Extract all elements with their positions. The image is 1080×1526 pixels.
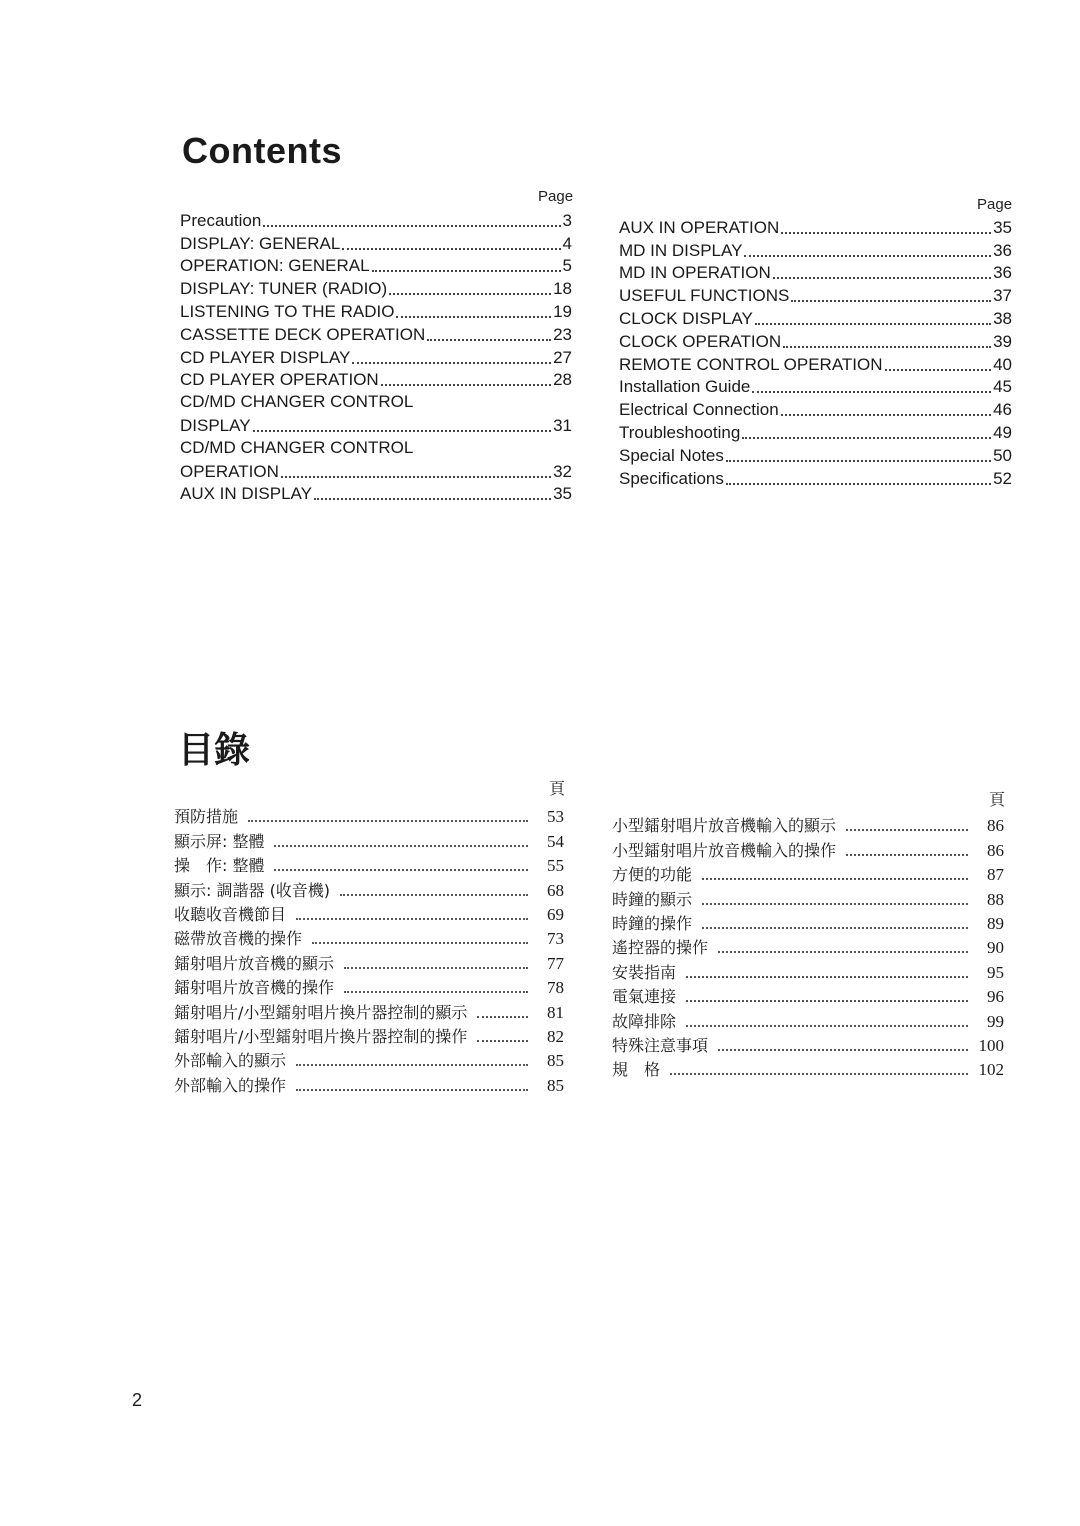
toc-entry — [180, 277, 572, 300]
dot-leader — [372, 270, 561, 272]
toc-entry-page: 27 — [553, 347, 572, 367]
dot-leader — [783, 346, 991, 348]
toc-entry-page: 18 — [553, 279, 572, 299]
toc-entry — [174, 876, 564, 900]
toc-entry-page: 82 — [547, 1026, 564, 1046]
toc-entry — [619, 398, 1012, 421]
toc-entry-label: 時鐘的顯示 — [612, 889, 693, 909]
toc-entry-page: 55 — [547, 856, 564, 876]
dot-leader — [702, 878, 968, 880]
toc-entry — [612, 983, 1004, 1007]
toc-entry-page: 81 — [547, 1002, 564, 1022]
dot-leader — [281, 476, 551, 478]
toc-entry — [180, 255, 572, 278]
dot-leader — [670, 1073, 968, 1075]
dot-leader — [781, 232, 991, 234]
toc-entry — [180, 300, 572, 323]
dot-leader — [396, 316, 551, 318]
dot-leader — [885, 369, 992, 371]
dot-leader — [742, 437, 991, 439]
toc-entry — [174, 998, 564, 1022]
dot-leader — [744, 255, 991, 257]
toc-entry-label: 電氣連接 — [612, 987, 677, 1007]
toc-entry-page: 32 — [553, 461, 572, 481]
toc-entry — [619, 284, 1012, 307]
dot-leader — [726, 460, 991, 462]
dot-leader — [248, 820, 528, 822]
toc-entry-label: CD PLAYER DISPLAY — [180, 347, 351, 367]
toc-entry — [174, 1071, 564, 1095]
toc-entry — [174, 1047, 564, 1071]
toc-entry-label: 小型鐳射唱片放音機輸入的顯示 — [612, 816, 837, 836]
toc-entry-page: 77 — [547, 953, 564, 973]
toc-entry — [612, 934, 1004, 958]
toc-entry-page: 96 — [987, 987, 1004, 1007]
dot-leader — [702, 927, 968, 929]
toc-entry-label: 時鐘的操作 — [612, 913, 693, 933]
toc-entry-page: 28 — [553, 370, 572, 390]
toc-entry — [612, 1056, 1004, 1080]
toc-entry — [619, 239, 1012, 262]
dot-leader — [846, 829, 968, 831]
toc-entry — [612, 1007, 1004, 1031]
toc-entry-label: AUX IN OPERATION — [619, 217, 780, 237]
dot-leader — [477, 1016, 528, 1018]
toc-entry-page: 35 — [993, 217, 1012, 237]
dot-leader — [686, 1025, 968, 1027]
toc-entry-label: 顯示屏: 整體 — [174, 831, 265, 851]
toc-entry-label: 鐳射唱片放音機的操作 — [174, 978, 335, 998]
toc-entry-label: 顯示: 調諧器 (收音機) — [174, 880, 331, 900]
toc-entry-label: DISPLAY: GENERAL — [180, 233, 341, 253]
dot-leader — [755, 323, 991, 325]
toc-entry-page: 46 — [993, 400, 1012, 420]
toc-entry-label: 收聽收音機節目 — [174, 904, 287, 924]
toc-entry-label-line1: CD/MD CHANGER CONTROL — [180, 392, 414, 412]
toc-entry-page: 36 — [993, 240, 1012, 260]
toc-entry — [174, 925, 564, 949]
toc-entry-label: 鐳射唱片放音機的顯示 — [174, 953, 335, 973]
dot-leader — [773, 277, 991, 279]
toc-entry-label: REMOTE CONTROL OPERATION — [619, 354, 883, 374]
dot-leader — [686, 1000, 968, 1002]
dot-leader — [702, 903, 968, 905]
toc-entry-label: Electrical Connection — [619, 400, 779, 420]
toc-entry — [174, 901, 564, 925]
dot-leader — [381, 384, 551, 386]
toc-entry-label: OPERATION — [180, 461, 279, 481]
toc-entry — [612, 885, 1004, 909]
toc-entry — [619, 330, 1012, 353]
toc-entry-label: 預防措施 — [174, 807, 239, 827]
toc-entry-page: 50 — [993, 445, 1012, 465]
toc-entry-label: 安裝指南 — [612, 962, 677, 982]
toc-entry-page: 87 — [987, 865, 1004, 885]
toc-entry-label: 故障排除 — [612, 1011, 677, 1031]
dot-leader — [477, 1040, 528, 1042]
toc-entry-page: 102 — [978, 1060, 1004, 1080]
toc-entry-label: AUX IN DISPLAY — [180, 484, 312, 504]
toc-entry-page: 37 — [993, 286, 1012, 306]
toc-entry-label: 操 作: 整體 — [174, 856, 265, 876]
toc-entry — [180, 232, 572, 255]
dot-leader — [781, 414, 991, 416]
dot-leader — [427, 339, 551, 341]
dot-leader — [846, 854, 968, 856]
dot-leader — [274, 845, 528, 847]
toc-entry-label: Special Notes — [619, 445, 724, 465]
toc-entry — [612, 958, 1004, 982]
toc-entry — [180, 323, 572, 346]
toc-entry — [174, 827, 564, 851]
toc-entry-page: 52 — [993, 468, 1012, 488]
toc-entry — [612, 812, 1004, 836]
toc-entry — [619, 421, 1012, 444]
toc-entry-page: 31 — [553, 415, 572, 435]
toc-entry-label: 鐳射唱片/小型鐳射唱片換片器控制的操作 — [174, 1026, 468, 1046]
toc-entry-page: 5 — [562, 256, 572, 276]
toc-entry-page: 45 — [993, 377, 1012, 397]
toc-entry-page: 78 — [547, 978, 564, 998]
dot-leader — [352, 362, 551, 364]
toc-entry-label: USEFUL FUNCTIONS — [619, 286, 790, 306]
toc-entry — [612, 1032, 1004, 1056]
toc-entry-label: CLOCK OPERATION — [619, 331, 782, 351]
page-column-header-right: Page — [977, 196, 1013, 213]
dot-leader — [263, 225, 560, 227]
toc-entry-label: 特殊注意事項 — [612, 1035, 709, 1055]
toc-entry-label: 鐳射唱片/小型鐳射唱片換片器控制的顯示 — [174, 1002, 468, 1022]
dot-leader — [253, 430, 552, 432]
toc-entry-label: Troubleshooting — [619, 422, 741, 442]
toc-entry-page: 54 — [547, 831, 564, 851]
toc-entry-page: 95 — [987, 962, 1004, 982]
toc-entry — [612, 861, 1004, 885]
toc-entry — [612, 836, 1004, 860]
toc-entry-label: LISTENING TO THE RADIO — [180, 301, 395, 321]
toc-list-english-right — [619, 216, 1012, 490]
toc-entry-page: 49 — [993, 422, 1012, 442]
dot-leader — [791, 300, 991, 302]
toc-entry-label: 外部輸入的顯示 — [174, 1051, 287, 1071]
dot-leader — [726, 483, 991, 485]
toc-entry-page: 39 — [993, 331, 1012, 351]
toc-entry — [180, 483, 572, 506]
toc-entry-label: DISPLAY — [180, 415, 251, 435]
toc-entry-page: 85 — [547, 1051, 564, 1071]
toc-entry-page: 3 — [562, 210, 572, 230]
toc-entry-page: 38 — [993, 308, 1012, 328]
dot-leader — [389, 293, 551, 295]
toc-entry-label: 磁帶放音機的操作 — [174, 929, 303, 949]
toc-entry-page: 85 — [547, 1075, 564, 1095]
toc-entry — [174, 803, 564, 827]
toc-entry-label-line1: CD/MD CHANGER CONTROL — [180, 437, 414, 457]
toc-entry-label: MD IN DISPLAY — [619, 240, 743, 260]
toc-entry-page: 86 — [987, 816, 1004, 836]
toc-entry-label: 遙控器的操作 — [612, 938, 709, 958]
toc-entry — [619, 307, 1012, 330]
toc-entry-label: CLOCK DISPLAY — [619, 308, 753, 328]
dot-leader — [314, 498, 551, 500]
toc-entry-page: 35 — [553, 484, 572, 504]
toc-entry-page: 89 — [987, 913, 1004, 933]
toc-entry-label: 規 格 — [612, 1060, 661, 1080]
dot-leader — [296, 918, 528, 920]
toc-entry — [180, 391, 572, 437]
dot-leader — [274, 869, 528, 871]
toc-entry — [619, 216, 1012, 239]
toc-entry-page: 19 — [553, 301, 572, 321]
toc-entry-page: 36 — [993, 263, 1012, 283]
toc-entry-page: 88 — [987, 889, 1004, 909]
toc-entry — [174, 852, 564, 876]
dot-leader — [718, 951, 968, 953]
toc-entry-page: 23 — [553, 324, 572, 344]
toc-entry — [180, 346, 572, 369]
toc-list-english-left — [180, 209, 572, 505]
toc-entry — [180, 209, 572, 232]
toc-entry-label: CASSETTE DECK OPERATION — [180, 324, 426, 344]
dot-leader — [340, 894, 528, 896]
dot-leader — [686, 976, 968, 978]
toc-entry — [174, 1023, 564, 1047]
dot-leader — [296, 1064, 528, 1066]
toc-entry-label: Installation Guide — [619, 377, 751, 397]
toc-entry-page: 68 — [547, 880, 564, 900]
toc-entry — [619, 376, 1012, 399]
toc-entry-label: 小型鐳射唱片放音機輸入的操作 — [612, 840, 837, 860]
toc-entry-label: Precaution — [180, 210, 262, 230]
toc-entry — [619, 444, 1012, 467]
dot-leader — [344, 991, 528, 993]
toc-entry-page: 86 — [987, 840, 1004, 860]
toc-entry — [619, 262, 1012, 285]
dot-leader — [312, 942, 528, 944]
toc-entry-label: DISPLAY: TUNER (RADIO) — [180, 279, 388, 299]
toc-entry-label: 外部輸入的操作 — [174, 1075, 287, 1095]
toc-entry-label: 方便的功能 — [612, 865, 693, 885]
toc-entry-page: 4 — [562, 233, 572, 253]
toc-entry — [174, 949, 564, 973]
toc-entry — [619, 467, 1012, 490]
page-column-header-chinese-right: 頁 — [989, 790, 1006, 809]
toc-entry — [180, 437, 572, 483]
toc-entry — [619, 353, 1012, 376]
toc-entry-page: 40 — [993, 354, 1012, 374]
dot-leader — [752, 391, 991, 393]
toc-entry-label: OPERATION: GENERAL — [180, 256, 370, 276]
toc-entry-page: 73 — [547, 929, 564, 949]
dot-leader — [342, 248, 560, 250]
toc-entry-page: 100 — [978, 1035, 1004, 1055]
contents-title-chinese: 目錄 — [178, 730, 251, 771]
page-column-header-left: Page — [538, 188, 574, 205]
dot-leader — [296, 1089, 528, 1091]
toc-entry-label: Specifications — [619, 468, 724, 488]
page-column-header-chinese-left: 頁 — [549, 779, 566, 798]
toc-entry-label: MD IN OPERATION — [619, 263, 771, 283]
toc-entry-label: CD PLAYER OPERATION — [180, 370, 379, 390]
toc-entry — [174, 974, 564, 998]
toc-entry-page: 69 — [547, 904, 564, 924]
dot-leader — [344, 967, 528, 969]
contents-title: Contents — [182, 130, 342, 171]
dot-leader — [718, 1049, 968, 1051]
toc-entry-page: 53 — [547, 807, 564, 827]
toc-entry — [180, 369, 572, 392]
toc-list-chinese-right — [612, 812, 1004, 1080]
page-number: 2 — [132, 1390, 143, 1410]
toc-entry — [612, 910, 1004, 934]
toc-entry-page: 90 — [987, 938, 1004, 958]
toc-list-chinese-left — [174, 803, 564, 1096]
toc-entry-page: 99 — [987, 1011, 1004, 1031]
